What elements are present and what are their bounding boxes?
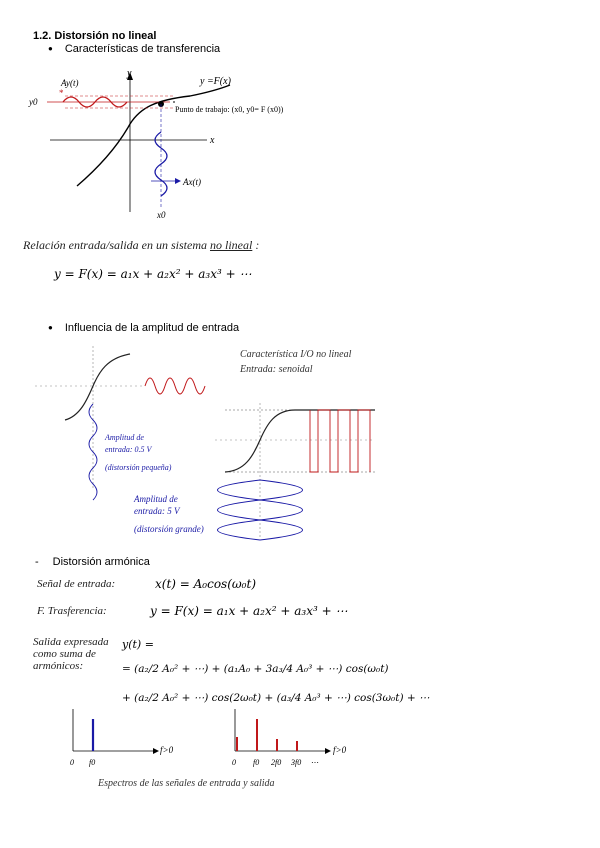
ay-label: Ay(t): [61, 78, 79, 88]
output-line1: = (a₂/2 A₀² + ⋯) + (a₁A₀ + 3a₃/4 A₀³ + ⋯) cos(ω₀t): [122, 663, 389, 675]
small-amp-line3: (distorsión pequeña): [105, 463, 172, 472]
output-line2: + (a₂/2 A₀² + ⋯) cos(2ω₀t) + (a₃/4 A₀³ + ⋯) cos(3ω₀t) + ⋯: [122, 692, 430, 704]
harmonic-title: Distorsión armónica: [52, 556, 150, 568]
relation-equation: y = F(x) = a₁x + a₂x² + a₃x³ + ⋯: [54, 267, 252, 281]
large-curve: [225, 410, 375, 472]
bullet-amplitude-label: Influencia de la amplitud de entrada: [64, 322, 240, 334]
out-2f0: 2f0: [271, 758, 282, 767]
big-amp-line1: Amplitud de: [134, 494, 178, 504]
relation-suffix: :: [252, 238, 260, 252]
out-f0: f0: [253, 758, 260, 767]
working-point-label: Punto de trabajo: (x0, y0= F (x0)): [175, 105, 284, 114]
curve-label: y =F(x): [200, 76, 231, 87]
output-label: [33, 636, 109, 672]
out-zero: 0: [232, 758, 236, 767]
spectra-figure: [55, 705, 375, 780]
transfer-curve: [77, 85, 230, 186]
transfer-label: F. Trasferencia:: [37, 605, 107, 617]
harmonic-heading: [35, 556, 150, 568]
ax-label: Ax(t): [183, 177, 201, 187]
big-amp-line2: entrada: 5 V: [134, 506, 180, 516]
big-amp-line3: (distorsión grande): [134, 524, 204, 534]
output-label-line2: como suma de: [33, 648, 96, 660]
in-axis-label: f>0: [160, 745, 174, 755]
small-amp-line1: Amplitud de: [105, 433, 144, 442]
input-signal-label: Señal de entrada:: [37, 578, 116, 590]
transfer-characteristic-figure: [25, 62, 355, 222]
relation-sentence: [23, 238, 259, 253]
bullet-transfer-label: Características de transferencia: [64, 43, 221, 55]
output-label-line3: armónicos:: [33, 660, 84, 672]
bullet-amplitude-influence: [48, 322, 239, 334]
out-3f0: 3f0: [291, 758, 302, 767]
transfer-equation: y = F(x) = a₁x + a₂x² + a₃x³ + ⋯: [150, 604, 348, 618]
x0-label: x0: [157, 210, 166, 220]
bullet-transfer-characteristics: [48, 43, 220, 55]
y-axis-label: y: [127, 68, 132, 79]
fig2-caption2: Entrada: senoidal: [240, 364, 313, 375]
ax-arrowhead: [175, 178, 181, 184]
x-axis-label: x: [210, 135, 215, 146]
fig2-caption1: Característica I/O no lineal: [240, 349, 352, 360]
out-dots: ⋯: [311, 758, 319, 767]
output-label-line1: Salida expresada: [33, 636, 109, 648]
output-line0: y(t) =: [122, 638, 154, 651]
out-axis-label: f>0: [333, 745, 347, 755]
small-amplitude-figure: [35, 340, 215, 540]
section-title: 1.2. Distorsión no lineal: [33, 30, 157, 42]
relation-underlined: no lineal: [209, 238, 253, 252]
large-amplitude-figure: [215, 398, 380, 548]
y0-label: y0: [29, 97, 38, 107]
small-amp-line2: entrada: 0.5 V: [105, 445, 152, 454]
relation-prefix: Relación entrada/salida en un sistema: [23, 238, 210, 252]
input-signal-equation: x(t) = A₀cos(ω₀t): [155, 577, 256, 591]
spectra-caption: Espectros de las señales de entrada y salida: [98, 778, 275, 789]
in-f0: f0: [89, 758, 96, 767]
ay-marker: *: [59, 88, 64, 98]
in-zero: 0: [70, 758, 74, 767]
clipped-output: [310, 410, 370, 472]
